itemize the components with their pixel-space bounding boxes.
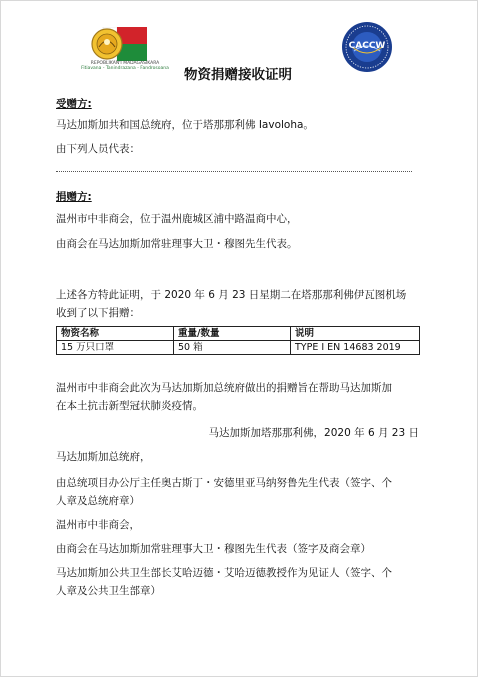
document-title: 物资捐赠接收证明 [184, 67, 292, 83]
signatory-2-line-2: 人章及总统府章） [56, 495, 140, 507]
logo-left-text-2: Fitiavana - Tanindrazana - Fandrosoana [81, 66, 169, 71]
table-cell: 50 箱 [174, 341, 291, 355]
table-row [57, 341, 420, 355]
recipient-line-2: 由下列人员代表： [56, 143, 140, 155]
signatory-1: 马达加斯加总统府， [56, 451, 151, 463]
recipient-line-1: 马达加斯加共和国总统府，位于塔那那利佛 Iavoloha。 [56, 119, 314, 131]
donor-line-2: 由商会在马达加斯加常驻理事大卫・穆图先生代表。 [56, 238, 298, 250]
purpose-line-1: 温州市中非商会此次为马达加斯加总统府做出的捐赠旨在帮助马达加斯加 [56, 382, 392, 394]
table-header-cell: 物资名称 [57, 327, 174, 341]
purpose-line-2: 在本土抗击新型冠状肺炎疫情。 [56, 400, 203, 412]
certify-line-1: 上述各方特此证明，于 2020 年 6 月 23 日星期二在塔那那利佛伊瓦图机场 [56, 289, 407, 301]
signatory-3: 温州市中非商会， [56, 519, 140, 531]
recipient-heading: 受赠方: [56, 98, 92, 110]
donor-line-1: 温州市中非商会，位于温州鹿城区浦中路温商中心， [56, 213, 298, 225]
signatory-4: 由商会在马达加斯加常驻理事大卫・穆图先生代表（签字及商会章） [56, 543, 371, 555]
signatory-5-line-2: 人章及公共卫生部章） [56, 585, 161, 597]
representative-dotted-line [56, 171, 412, 172]
caccw-text: CACCW [348, 41, 386, 51]
place-date: 马达加斯加塔那那利佛，2020 年 6 月 23 日 [208, 427, 419, 439]
table-cell: TYPE I EN 14683 2019 [291, 341, 420, 355]
donor-heading: 捐赠方: [56, 191, 92, 203]
signatory-5-line-1: 马达加斯加公共卫生部长艾哈迈德・艾哈迈德教授作为见证人（签字、个 [56, 567, 392, 579]
table-cell: 15 万只口罩 [57, 341, 174, 355]
certify-line-2: 收到了以下捐赠： [56, 307, 140, 319]
table-header-cell: 说明 [291, 327, 420, 341]
logo-left-text-1: REPOBLIKAN'I MADAGASIKARA [90, 61, 160, 66]
table-header-cell: 重量/数量 [174, 327, 291, 341]
caccw-emblem-logo [340, 21, 394, 73]
madagascar-seal-logo [77, 27, 173, 75]
table-header-row [57, 327, 420, 341]
donation-table [56, 326, 420, 355]
signatory-2-line-1: 由总统项目办公厅主任奥古斯丁・安德里亚马纳努鲁先生代表（签字、个 [56, 477, 392, 489]
